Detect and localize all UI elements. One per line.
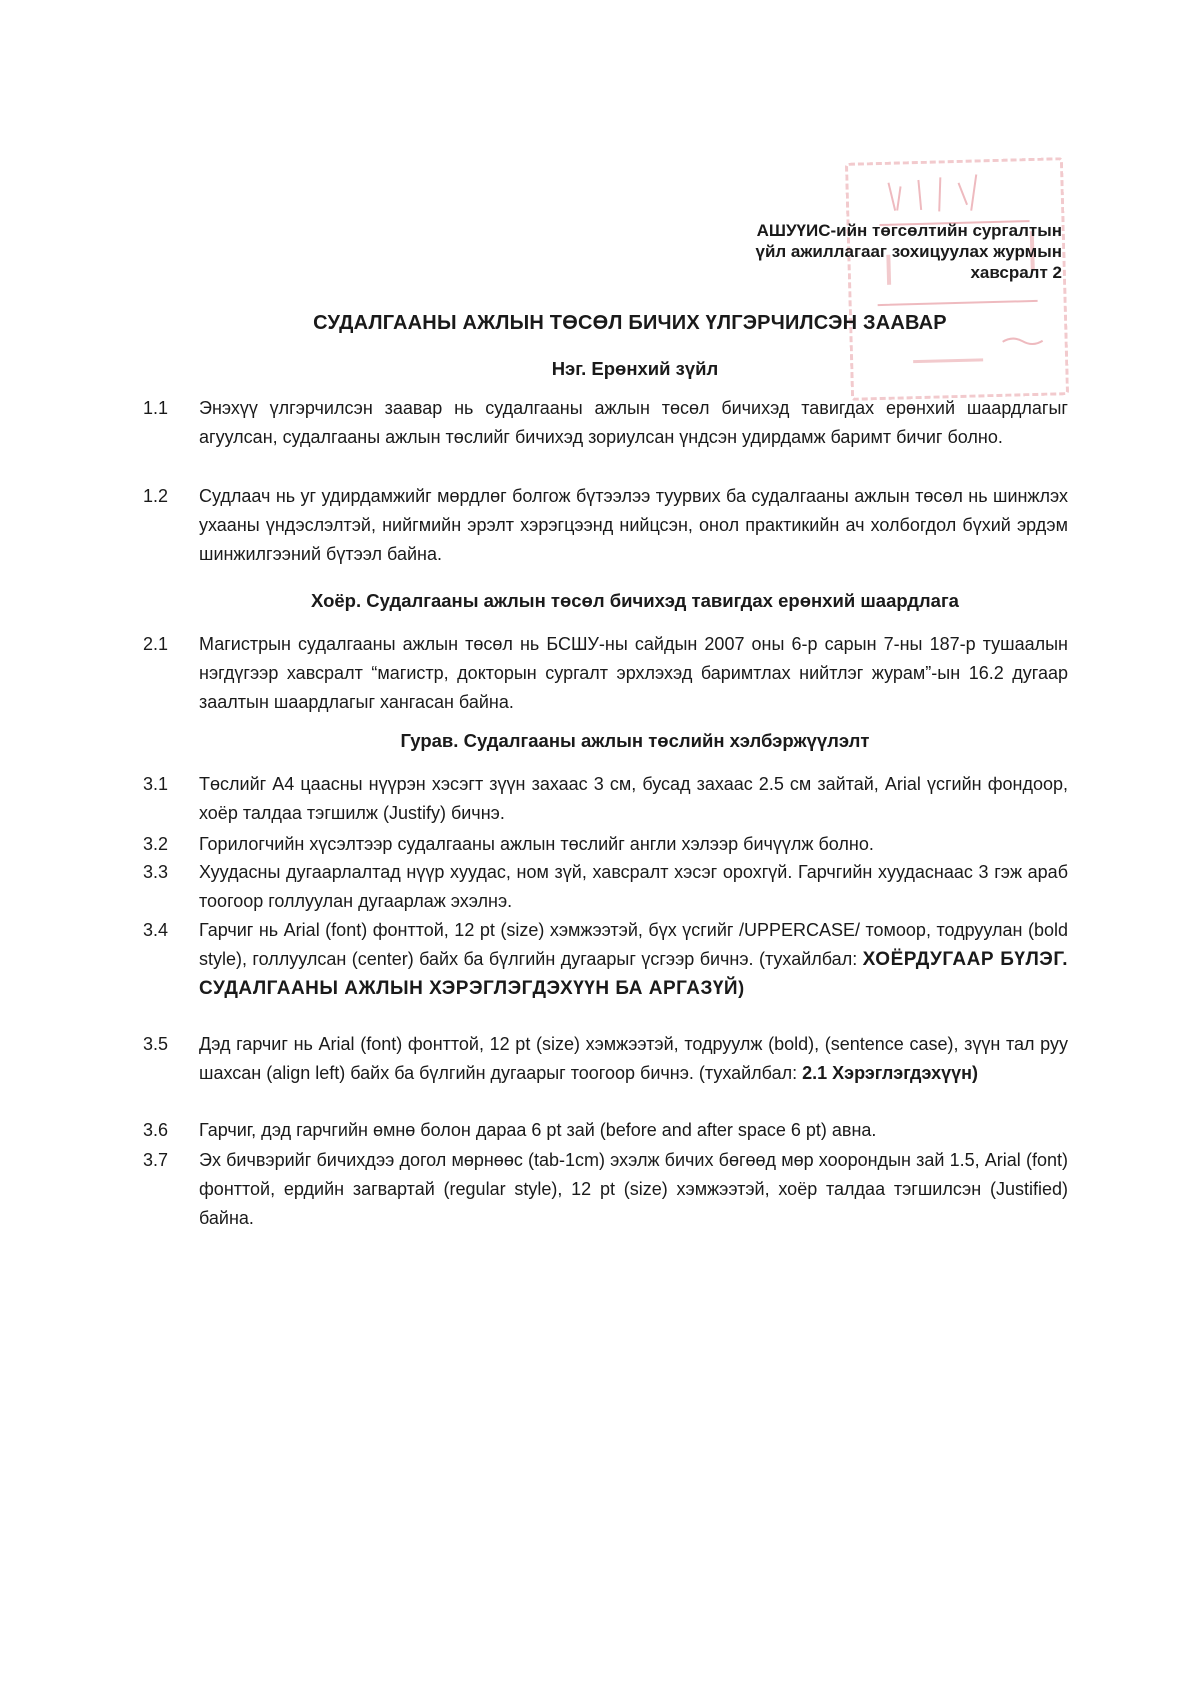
item-number: 3.7 xyxy=(143,1150,169,1170)
document-title: СУДАЛГААНЫ АЖЛЫН ТӨСӨЛ БИЧИХ ҮЛГЭРЧИЛСЭН ЗААВАР xyxy=(313,312,947,334)
list-item xyxy=(143,830,1068,859)
item-text-tail: ) xyxy=(972,1063,979,1083)
item-number: 3.6 xyxy=(143,1120,169,1140)
subheading-example: 2.1 Хэрэглэгдэхүүн xyxy=(802,1063,973,1083)
item-text: Гарчиг, дэд гарчгийн өмнө болон дараа 6 pt зай (before and after space 6 pt) авна. xyxy=(199,1120,877,1140)
list-item xyxy=(143,1146,1068,1233)
list-item xyxy=(143,482,1068,569)
item-text: Төслийг А4 цаасны нүүрэн хэсэгт зүүн захаас 3 см, бусад захаас 2.5 см зайтай, Arial үсгийн фондоор, хоёр талдаа тэгшилж (Justify) бичнэ. xyxy=(199,774,1068,823)
item-text-tail: ) xyxy=(738,978,745,998)
list-item xyxy=(143,858,1068,916)
list-item xyxy=(143,770,1068,828)
list-item xyxy=(143,916,1068,1003)
list-item xyxy=(143,630,1068,717)
item-number: 3.5 xyxy=(143,1034,169,1054)
item-text: Эх бичвэрийг бичихдээ догол мөрнөөс (tab-1cm) эхэлж бичих бөгөөд мөр хоорондын зай 1.5, Arial (font) фонттой, ердийн загвартай (regular style), 12 pt (size) хэмжээтэй, хоёр талдаа тэгшилсэн (Justified) байна. xyxy=(199,1150,1068,1228)
item-text: Хуудасны дугаарлалтад нүүр хуудас, ном зүй, хавсралт хэсэг орохгүй. Гарчгийн хуудаснаас 3 гэж араб тоогоор голлуулан дугаарлаж эхэлнэ. xyxy=(199,862,1068,911)
list-item xyxy=(143,394,1068,452)
item-text xyxy=(199,916,1068,1003)
item-text: Горилогчийн хүсэлтээр судалгааны ажлын төслийг англи хэлээр бичүүлж болно. xyxy=(199,834,874,854)
item-text: Судлаач нь уг удирдамжийг мөрдлөг болгож бүтээлээ туурвих ба судалгааны ажлын төсөл нь шинжлэх ухааны үндэслэлтэй, нийгмийн эрэлт хэрэгцээнд нийцсэн, онол практикийн ач холбогдол бүхий эрдэм шинжилгээний бүтээл байна. xyxy=(199,486,1068,564)
item-number: 3.4 xyxy=(143,920,169,940)
header-reference xyxy=(756,220,1063,283)
item-number: 3.3 xyxy=(143,862,169,882)
header-line-3: хавсралт 2 xyxy=(970,263,1062,282)
section-heading-2: Хоёр. Судалгааны ажлын төсөл бичихэд тавигдах ерөнхий шаардлага xyxy=(311,590,959,611)
item-number: 3.1 xyxy=(143,774,169,794)
item-text: Магистрын судалгааны ажлын төсөл нь БСШУ-ны сайдын 2007 оны 6-р сарын 7-ны 187-р тушаалын нэгдүгээр хавсралт “магистр, докторын сургалт эрхлэхэд баримтлах нийтлэг журам”-ын 16.2 дугаар заалтын шаардлагыг хангасан байна. xyxy=(199,634,1068,712)
section-heading-3: Гурав. Судалгааны ажлын төслийн хэлбэржүүлэлт xyxy=(400,730,870,751)
header-line-1: АШУҮИС-ийн төгсөлтийн сургалтын xyxy=(756,221,1062,240)
item-number: 1.1 xyxy=(143,398,169,418)
header-line-2: үйл ажиллагааг зохицуулах журмын xyxy=(755,242,1062,261)
item-text-body: Гарчиг нь Arial (font) фонттой, 12 pt (size) хэмжээтэй, бүх үсгийг /UPPERCASE/ томоор, тодруулан (bold style), голлуулсан (center) байх ба бүлгийн дугаарыг үсгээр бичнэ. (тухайлбал: xyxy=(199,920,1068,969)
item-text: Энэхүү үлгэрчилсэн заавар нь судалгааны ажлын төсөл бичихэд тавигдах ерөнхий шаардлагыг агуулсан, судалгааны ажлын төслийг бичихэд зориулсан үндсэн удирдамж баримт бичиг болно. xyxy=(199,398,1068,447)
list-item xyxy=(143,1030,1068,1088)
item-number: 3.2 xyxy=(143,834,169,854)
item-number: 2.1 xyxy=(143,634,169,654)
heading-example: ХОЁРДУГААР БҮЛЭГ. СУДАЛГААНЫ АЖЛЫН ХЭРЭГЛЭГДЭХҮҮН БА АРГАЗҮЙ xyxy=(199,949,1068,999)
item-text xyxy=(199,1030,1068,1088)
item-number: 1.2 xyxy=(143,486,169,506)
item-text-body: Дэд гарчиг нь Arial (font) фонттой, 12 pt (size) хэмжээтэй, тодруулж (bold), (sentence case), зүүн тал руу шахсан (align left) байх ба бүлгийн дугаарыг тоогоор бичнэ. (тухайлбал: xyxy=(199,1034,1068,1083)
section-heading-1: Нэг. Ерөнхий зүйл xyxy=(551,358,719,379)
list-item xyxy=(143,1116,1068,1145)
